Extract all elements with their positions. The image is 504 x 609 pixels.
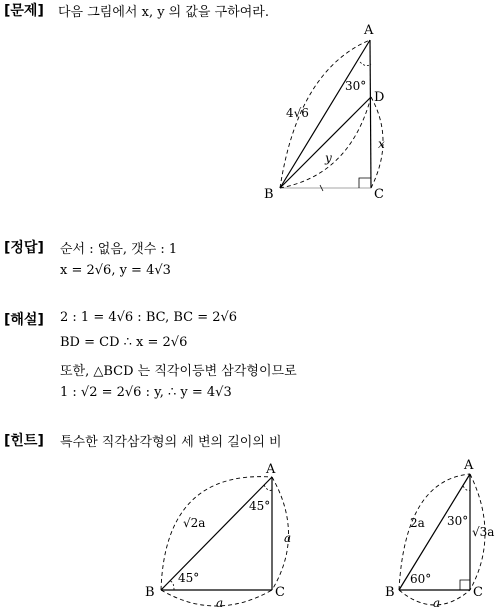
solution-line-3: 또한, △BCD 는 직각이등변 삼각형이므로 [60,364,297,379]
answer-line-1: 순서 : 없음, 갯수 : 1 [60,242,178,257]
angle-arc-A [264,485,272,490]
angle-arc-A [360,62,371,66]
hint-text: 특수한 직각삼각형의 세 변의 길이의 비 [60,435,282,450]
hint-label: [힌트] [4,433,44,449]
angle-30-label: 30° [447,514,469,528]
side-y-label: y [325,151,332,165]
side-right-label: a [284,531,292,545]
angle-45-B-label: 45° [178,571,200,585]
label-D: D [374,90,385,105]
label-C: C [473,585,483,600]
label-A: A [364,23,374,38]
angle-60-label: 60° [410,572,432,586]
angle-arc-B [170,581,174,590]
answer-label: [정답] [4,240,44,256]
side-hyp-label: √2a [183,516,206,530]
label-B: B [264,187,274,202]
hint-figure-45 [161,477,292,606]
solution-line-2: BD = CD ∴ x = 2√6 [60,335,188,350]
problem-text: 다음 그림에서 x, y 의 값을 구하여라. [58,5,269,20]
angle-45-A-label: 45° [249,499,271,513]
solution-label: [해설] [4,312,44,328]
answer-line-2: x = 2√6, y = 4√3 [60,263,171,278]
label-C: C [374,187,384,202]
label-A: A [464,458,474,473]
solution-line-1: 2 : 1 = 4√6 : BC, BC = 2√6 [60,310,238,325]
right-angle-mark [359,178,371,188]
label-B: B [385,585,395,600]
side-right-label: √3a [472,525,495,539]
segment-AC [370,40,371,188]
side-bottom-label: a [216,596,224,609]
problem-label: [문제] [4,3,44,19]
solution-line-4: 1 : √2 = 2√6 : y, ∴ y = 4√3 [60,385,232,400]
label-A: A [266,462,276,477]
side-x-label: x [378,137,385,151]
angle-30-label: 30° [345,79,367,93]
side-bottom-label: a [433,596,441,609]
angle-arc-A [463,486,470,491]
label-C: C [275,585,285,600]
side-4root6-label: 4√6 [286,106,309,120]
side-hyp-label: 2a [410,516,425,530]
right-angle-mark [460,580,470,590]
label-B: B [145,585,155,600]
